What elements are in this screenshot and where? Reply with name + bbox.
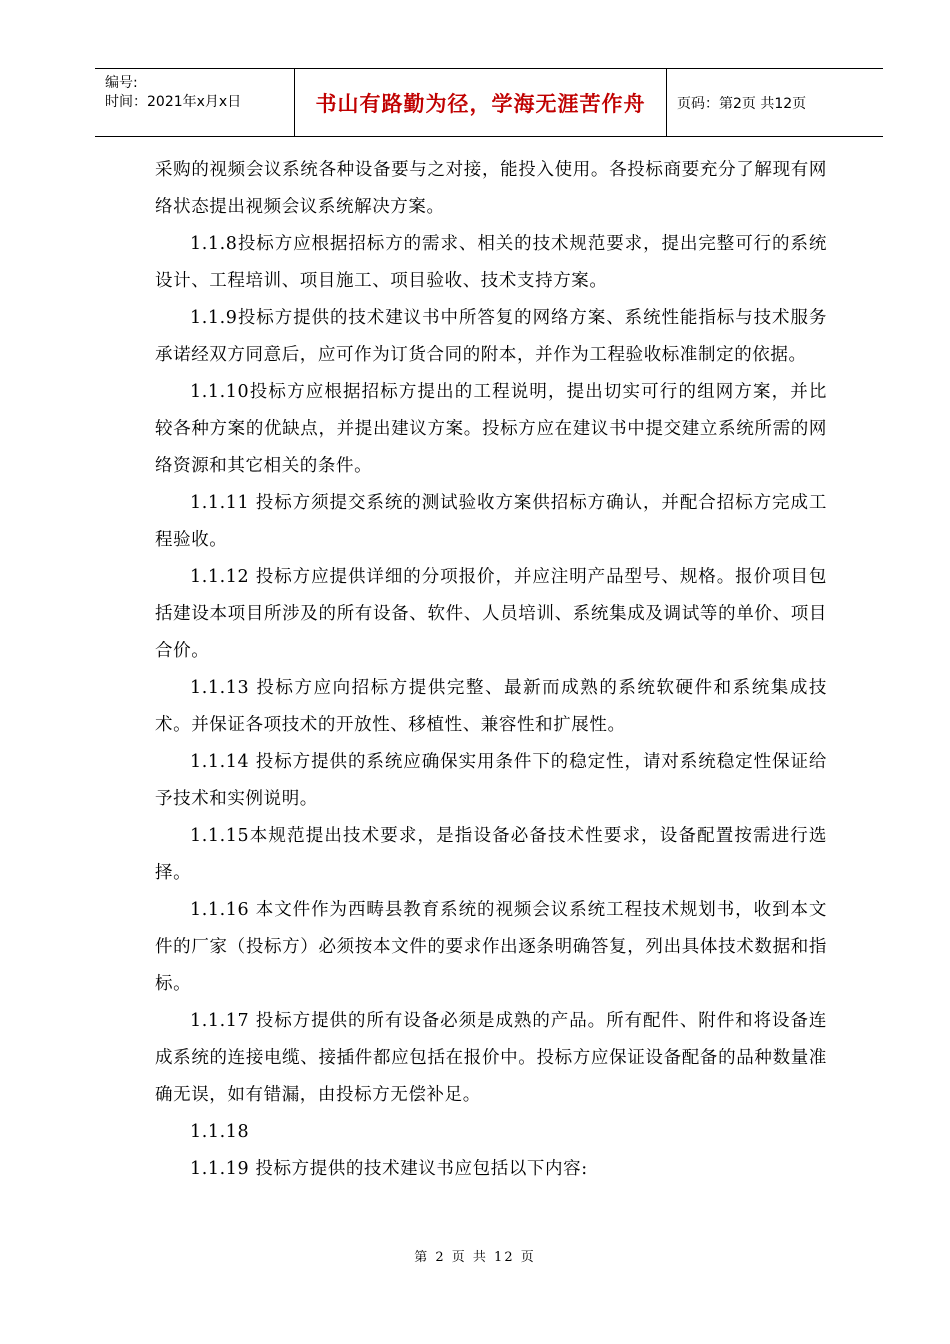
document-time-label: 时间：2021年x月x日 bbox=[105, 94, 242, 110]
paragraph: 1.1.18 bbox=[190, 1122, 250, 1142]
header-page-info: 页码：第2页 共12页 bbox=[677, 95, 807, 112]
page-header bbox=[95, 68, 883, 137]
paragraph: 1.1.10投标方应根据招标方提出的工程说明，提出切实可行的组网方案，并比较各种方案的优缺点，并提出建议方案。投标方应在建议书中提交建立系统所需的网络资源和其它相关的条件。 bbox=[155, 382, 827, 476]
paragraph: 1.1.13 投标方应向招标方提供完整、最新而成熟的系统软硬件和系统集成技术。并保证各项技术的开放性、移植性、兼容性和扩展性。 bbox=[155, 678, 827, 735]
paragraph: 1.1.17 投标方提供的所有设备必须是成熟的产品。所有配件、附件和将设备连成系统的连接电缆、接插件都应包括在报价中。投标方应保证设备配备的品种数量准确无误，如有错漏，由投标方无偿补足。 bbox=[155, 1011, 827, 1105]
page-footer: 第 2 页 共 12 页 bbox=[414, 1250, 536, 1265]
header-motto: 书山有路勤为径，学海无涯苦作舟 bbox=[315, 91, 646, 116]
header-page-cell bbox=[667, 69, 883, 136]
paragraph: 1.1.9投标方提供的技术建议书中所答复的网络方案、系统性能指标与技术服务承诺经双方同意后，应可作为订货合同的附本，并作为工程验收标准制定的依据。 bbox=[155, 308, 827, 365]
paragraph: 1.1.12 投标方应提供详细的分项报价，并应注明产品型号、规格。报价项目包括建设本项目所涉及的所有设备、软件、人员培训、系统集成及调试等的单价、项目合价。 bbox=[155, 567, 827, 661]
paragraph: 1.1.19 投标方提供的技术建议书应包括以下内容: bbox=[190, 1159, 588, 1179]
header-meta-cell bbox=[95, 69, 295, 136]
paragraph: 1.1.15本规范提出技术要求，是指设备必备技术性要求，设备配置按需进行选择。 bbox=[155, 826, 827, 883]
document-body bbox=[155, 152, 827, 1188]
document-number-label: 编号: bbox=[105, 75, 138, 91]
paragraph: 1.1.14 投标方提供的系统应确保实用条件下的稳定性，请对系统稳定性保证给予技术和实例说明。 bbox=[155, 752, 827, 809]
paragraph: 1.1.11 投标方须提交系统的测试验收方案供招标方确认，并配合招标方完成工程验收。 bbox=[155, 493, 827, 550]
paragraph: 1.1.8投标方应根据招标方的需求、相关的技术规范要求，提出完整可行的系统设计、工程培训、项目施工、项目验收、技术支持方案。 bbox=[155, 234, 827, 291]
paragraph: 1.1.16 本文件作为西畴县教育系统的视频会议系统工程技术规划书，收到本文件的厂家（投标方）必须按本文件的要求作出逐条明确答复，列出具体技术数据和指标。 bbox=[155, 900, 827, 994]
paragraph: 采购的视频会议系统各种设备要与之对接，能投入使用。各投标商要充分了解现有网络状态提出视频会议系统解决方案。 bbox=[155, 160, 827, 217]
header-motto-cell bbox=[295, 69, 667, 136]
